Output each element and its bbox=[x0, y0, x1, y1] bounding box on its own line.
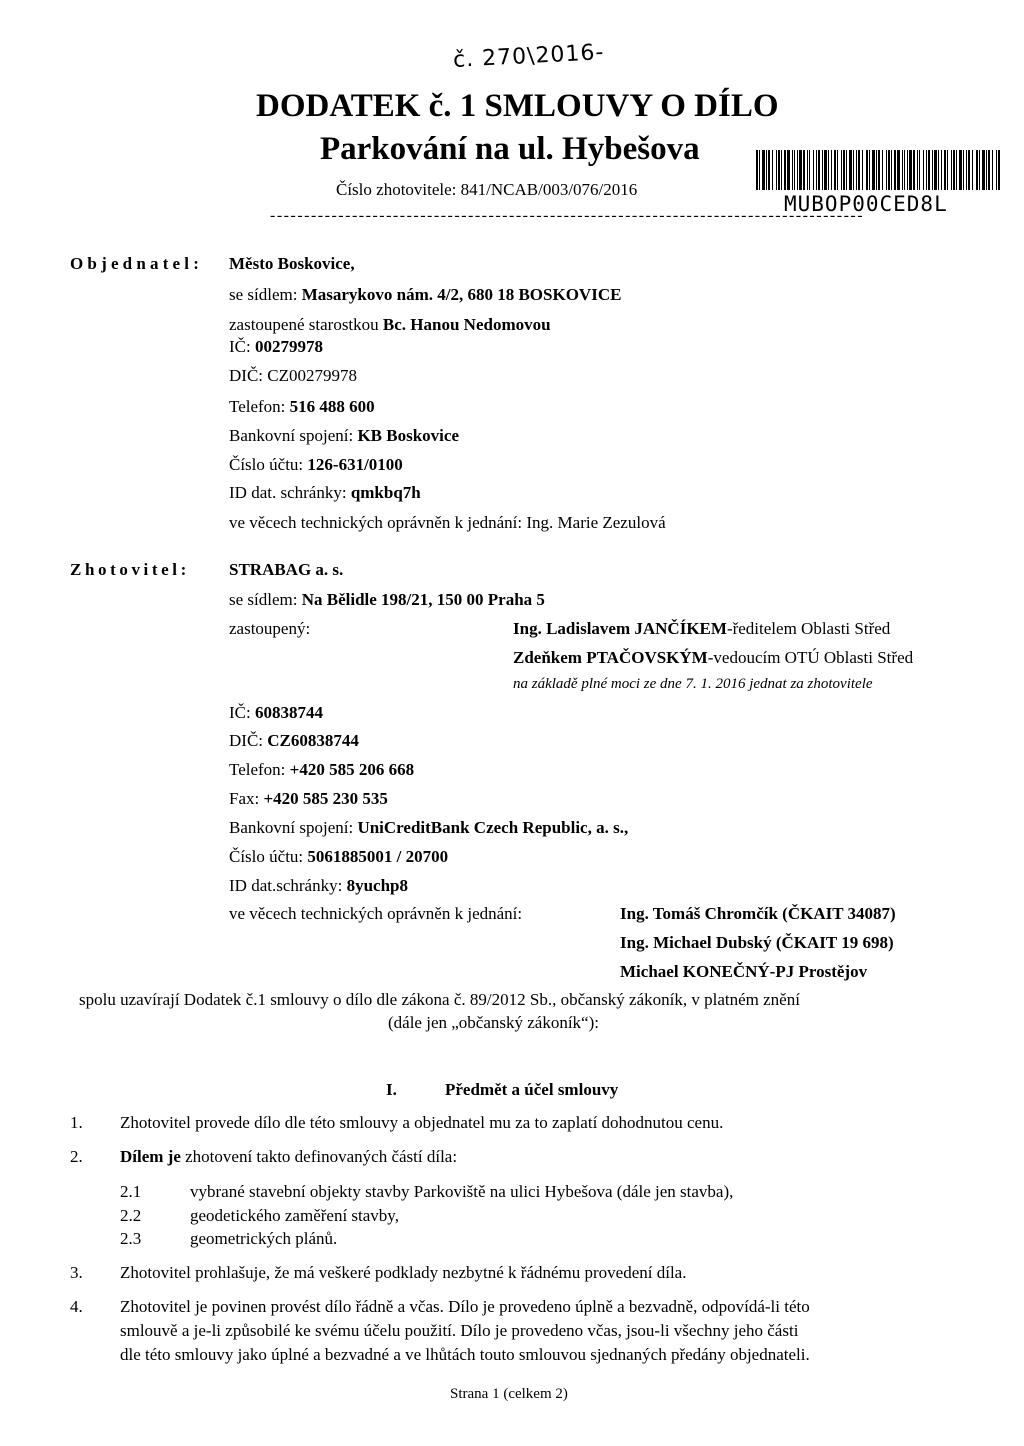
client-representative: zastoupené starostkou Bc. Hanou Nedomovou bbox=[229, 315, 551, 334]
section-title: Předmět a účel smlouvy bbox=[445, 1080, 619, 1099]
contractor-rep-1: Ing. Ladislavem JANČÍKEM-ředitelem Oblasti Střed bbox=[513, 619, 891, 638]
client-ic: IČ: 00279978 bbox=[229, 337, 323, 356]
client-technical-contact: ve věcech technických oprávněn k jednání: Ing. Marie Zezulová bbox=[229, 513, 666, 532]
contractor-power-of-attorney: na základě plné moci ze dne 7. 1. 2016 jednat za zhotovitele bbox=[513, 676, 873, 692]
contractor-databox: ID dat.schránky: 8yuchp8 bbox=[229, 876, 408, 895]
contractor-account: Číslo účtu: 5061885001 / 20700 bbox=[229, 847, 449, 866]
contractor-rep-label: zastoupený: bbox=[229, 619, 311, 638]
item-2-text: Dílem je zhotovení takto definovaných částí díla: bbox=[120, 1147, 458, 1166]
contractor-seat: se sídlem: Na Bělidle 198/21, 150 00 Praha 5 bbox=[229, 590, 545, 609]
client-seat: se sídlem: Masarykovo nám. 4/2, 680 18 BOSKOVICE bbox=[229, 285, 622, 304]
subitem-2-1-number: 2.1 bbox=[120, 1182, 142, 1201]
client-account: Číslo účtu: 126-631/0100 bbox=[229, 455, 403, 474]
contractor-technical-person-1: Ing. Tomáš Chromčík (ČKAIT 34087) bbox=[620, 904, 896, 923]
contractor-number: Číslo zhotovitele: 841/NCAB/003/076/2016 bbox=[336, 180, 638, 199]
item-4-number: 4. bbox=[70, 1297, 83, 1316]
contractor-technical-person-2: Ing. Michael Dubský (ČKAIT 19 698) bbox=[620, 933, 894, 952]
contractor-ic: IČ: 60838744 bbox=[229, 703, 323, 722]
contractor-name: STRABAG a. s. bbox=[229, 560, 344, 579]
item-2-number: 2. bbox=[70, 1147, 83, 1166]
subitem-2-2-text: geodetického zaměření stavby, bbox=[190, 1206, 399, 1225]
client-dic: DIČ: CZ00279978 bbox=[229, 366, 357, 385]
document-subtitle: Parkování na ul. Hybešova bbox=[320, 131, 700, 167]
contractor-technical-person-3: Michael KONEČNÝ-PJ Prostějov bbox=[620, 962, 868, 981]
item-3-text: Zhotovitel prohlašuje, že má veškeré podklady nezbytné k řádnému provedení díla. bbox=[120, 1263, 687, 1282]
agreement-statement-cont: (dále jen „občanský zákoník“): bbox=[388, 1013, 599, 1032]
item-4-text-line-3: dle této smlouvy jako úplné a bezvadné a ve lhůtách touto smlouvou sjednaných předány objednateli. bbox=[120, 1345, 810, 1364]
contractor-label: Zhotovitel: bbox=[70, 560, 190, 579]
client-databox: ID dat. schránky: qmkbq7h bbox=[229, 483, 421, 502]
subitem-2-1-text: vybrané stavební objekty stavby Parkoviště na ulici Hybešova (dále jen stavba), bbox=[190, 1182, 734, 1201]
subitem-2-2-number: 2.2 bbox=[120, 1206, 142, 1225]
barcode-text: MUBOP00CED8L bbox=[784, 192, 948, 216]
item-1-text: Zhotovitel provede dílo dle této smlouvy a objednatel mu za to zaplatí dohodnutou cenu. bbox=[120, 1113, 724, 1132]
item-3-number: 3. bbox=[70, 1263, 83, 1282]
barcode bbox=[756, 150, 1002, 190]
page-footer: Strana 1 (celkem 2) bbox=[450, 1386, 568, 1402]
item-4-text-line-1: Zhotovitel je povinen provést dílo řádně a včas. Dílo je provedeno úplně a bezvadně, odpovídá-li této bbox=[120, 1297, 810, 1316]
contractor-phone: Telefon: +420 585 206 668 bbox=[229, 760, 415, 779]
contractor-dic: DIČ: CZ60838744 bbox=[229, 731, 359, 750]
item-1-number: 1. bbox=[70, 1113, 83, 1132]
contractor-fax: Fax: +420 585 230 535 bbox=[229, 789, 388, 808]
document-title: DODATEK č. 1 SMLOUVY O DÍLO bbox=[256, 88, 779, 124]
client-name: Město Boskovice, bbox=[229, 254, 355, 273]
client-label: Objednatel: bbox=[70, 254, 204, 273]
contractor-rep-2: Zdeňkem PTAČOVSKÝM-vedoucím OTÚ Oblasti Střed bbox=[513, 648, 914, 667]
separator-line: --------------------------------------------------------------------------------------- bbox=[270, 207, 865, 224]
contractor-bank: Bankovní spojení: UniCreditBank Czech Republic, a. s., bbox=[229, 818, 629, 837]
client-phone: Telefon: 516 488 600 bbox=[229, 397, 375, 416]
section-number: I. bbox=[386, 1080, 397, 1099]
handwritten-reference: č. 270\2016- bbox=[452, 40, 605, 73]
agreement-statement: spolu uzavírají Dodatek č.1 smlouvy o dílo dle zákona č. 89/2012 Sb., občanský zákoník, v platném znění bbox=[79, 990, 800, 1009]
item-4-text-line-2: smlouvě a je-li způsobilé ke svému účelu použití. Dílo je provedeno včas, jsou-li všechny jeho části bbox=[120, 1321, 799, 1340]
barcode-bar bbox=[998, 150, 1000, 190]
subitem-2-3-text: geometrických plánů. bbox=[190, 1229, 338, 1248]
client-bank: Bankovní spojení: KB Boskovice bbox=[229, 426, 459, 445]
subitem-2-3-number: 2.3 bbox=[120, 1229, 142, 1248]
contractor-technical-label: ve věcech technických oprávněn k jednání: bbox=[229, 904, 523, 923]
